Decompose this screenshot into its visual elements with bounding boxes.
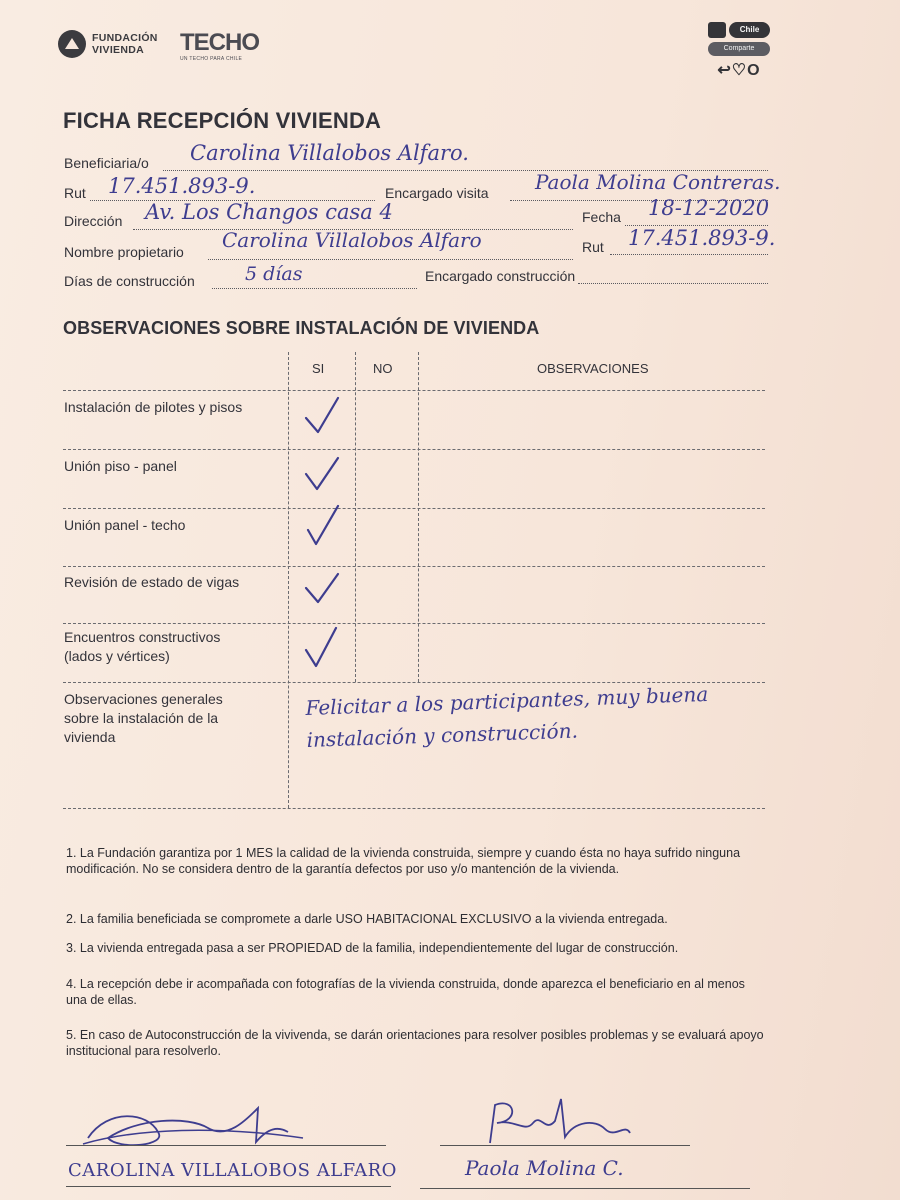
rut2-value: 17.451.893-9. <box>628 226 776 250</box>
beneficiary-signature <box>78 1098 308 1158</box>
name-line-left <box>66 1186 391 1187</box>
general-observation-line1: Felicitar a los participantes, muy buena <box>305 681 709 720</box>
encargado-construccion-line <box>578 283 768 284</box>
row-label-pilotes: Instalación de pilotes y pisos <box>64 399 243 415</box>
row-label-union-panel-techo: Unión panel - techo <box>64 517 186 533</box>
direccion-label: Dirección <box>64 213 123 229</box>
techo-tagline: UN TECHO PARA CHILE <box>180 56 243 62</box>
table-col-divider <box>418 352 419 682</box>
propietario-line <box>208 259 573 260</box>
checkmark-icon <box>300 566 344 610</box>
col-header-observaciones: OBSERVACIONES <box>537 361 649 376</box>
propietario-value: Carolina Villalobos Alfaro <box>222 228 482 252</box>
observaciones-title: OBSERVACIONES SOBRE INSTALACIÓN DE VIVIENDA <box>63 318 540 338</box>
badge-comparte: Comparte <box>708 42 770 56</box>
note-1: 1. La Fundación garantiza por 1 MES la calidad de la vivienda construida, siempre y cuando ésta no haya sufrido ninguna modificación. No se considera dentro de la garantía defectos por uso y/o mantención de la vivienda. <box>66 846 741 876</box>
signature-line-right <box>440 1145 690 1146</box>
visitor-signature <box>475 1093 645 1153</box>
row-label-vigas: Revisión de estado de vigas <box>64 574 240 590</box>
dias-label: Días de construcción <box>64 273 195 289</box>
fecha-value: 18-12-2020 <box>648 196 770 220</box>
note-5: 5. En caso de Autoconstrucción de la vivivenda, se darán orientaciones para resolver posibles problemas y se evaluará apoyo institucional para resolverlo. <box>66 1028 764 1058</box>
encargado-construccion-label: Encargado construcción <box>425 268 576 284</box>
name-line-right <box>420 1188 750 1189</box>
row-label-general-line3: vivienda <box>64 729 116 745</box>
badge-icons: ↩♡O <box>717 62 761 79</box>
document-title: FICHA RECEPCIÓN VIVIENDA <box>63 108 382 133</box>
col-header-no: NO <box>373 361 393 376</box>
fecha-label: Fecha <box>582 209 621 225</box>
techo-chile-badge <box>708 22 770 80</box>
badge-chile: Chile <box>729 22 770 38</box>
beneficiary-name: CAROLINA VILLALOBOS ALFARO <box>68 1160 397 1181</box>
fundacion-logo-icon <box>58 30 86 58</box>
fundacion-line1: FUNDACIÓN <box>92 32 158 44</box>
row-label-general <box>64 690 223 747</box>
visitor-name: Paola Molina C. <box>465 1156 624 1180</box>
techo-wordmark: TECHO <box>180 29 259 56</box>
propietario-label: Nombre propietario <box>64 244 184 260</box>
row-label-encuentros-line2: (lados y vértices) <box>64 648 170 664</box>
table-col-divider <box>355 352 356 682</box>
techo-logo <box>180 30 259 62</box>
table-col-divider <box>288 352 289 808</box>
checkmark-icon <box>300 626 344 670</box>
table-rule <box>63 449 765 450</box>
checkmark-icon <box>300 504 344 548</box>
table-rule <box>63 808 765 809</box>
dias-line <box>212 288 417 289</box>
signature-line-left <box>66 1145 386 1146</box>
rut2-label: Rut <box>582 239 604 255</box>
checkmark-icon <box>300 394 344 438</box>
table-rule <box>63 390 765 391</box>
row-label-union-piso-panel: Unión piso - panel <box>64 458 177 474</box>
direccion-value: Av. Los Changos casa 4 <box>145 200 393 224</box>
row-label-general-line2: sobre la instalación de la <box>64 710 219 726</box>
badge-square-icon <box>708 22 726 38</box>
row-label-general-line1: Observaciones generales <box>64 691 223 707</box>
note-4: 4. La recepción debe ir acompañada con fotografías de la vivienda construida, donde aparezca el beneficiario en al menos una de ellas. <box>66 977 745 1007</box>
row-label-encuentros <box>64 628 220 666</box>
rut-value: 17.451.893-9. <box>108 174 256 198</box>
fundacion-vivienda-logo <box>58 30 158 58</box>
checkmark-icon <box>300 452 344 496</box>
row-label-encuentros-line1: Encuentros constructivos <box>64 629 221 645</box>
general-observation-line2: instalación y construcción. <box>306 718 579 752</box>
rut-label: Rut <box>64 185 86 201</box>
fundacion-line2: VIVIENDA <box>92 44 144 56</box>
table-rule <box>63 623 765 624</box>
beneficiario-value: Carolina Villalobos Alfaro. <box>190 141 469 165</box>
encargado-visita-value: Paola Molina Contreras. <box>535 170 781 194</box>
dias-value: 5 días <box>245 263 303 285</box>
table-rule <box>63 508 765 509</box>
note-2: 2. La familia beneficiada se compromete a darle USO HABITACIONAL EXCLUSIVO a la vivienda entregada. <box>66 912 668 926</box>
encargado-visita-label: Encargado visita <box>385 185 489 201</box>
table-rule <box>63 566 765 567</box>
note-3: 3. La vivienda entregada pasa a ser PROPIEDAD de la familia, independientemente del lugar de construcción. <box>66 941 679 955</box>
col-header-si: SI <box>312 361 325 376</box>
beneficiario-label: Beneficiaria/o <box>64 155 149 171</box>
rut2-line <box>610 254 768 255</box>
